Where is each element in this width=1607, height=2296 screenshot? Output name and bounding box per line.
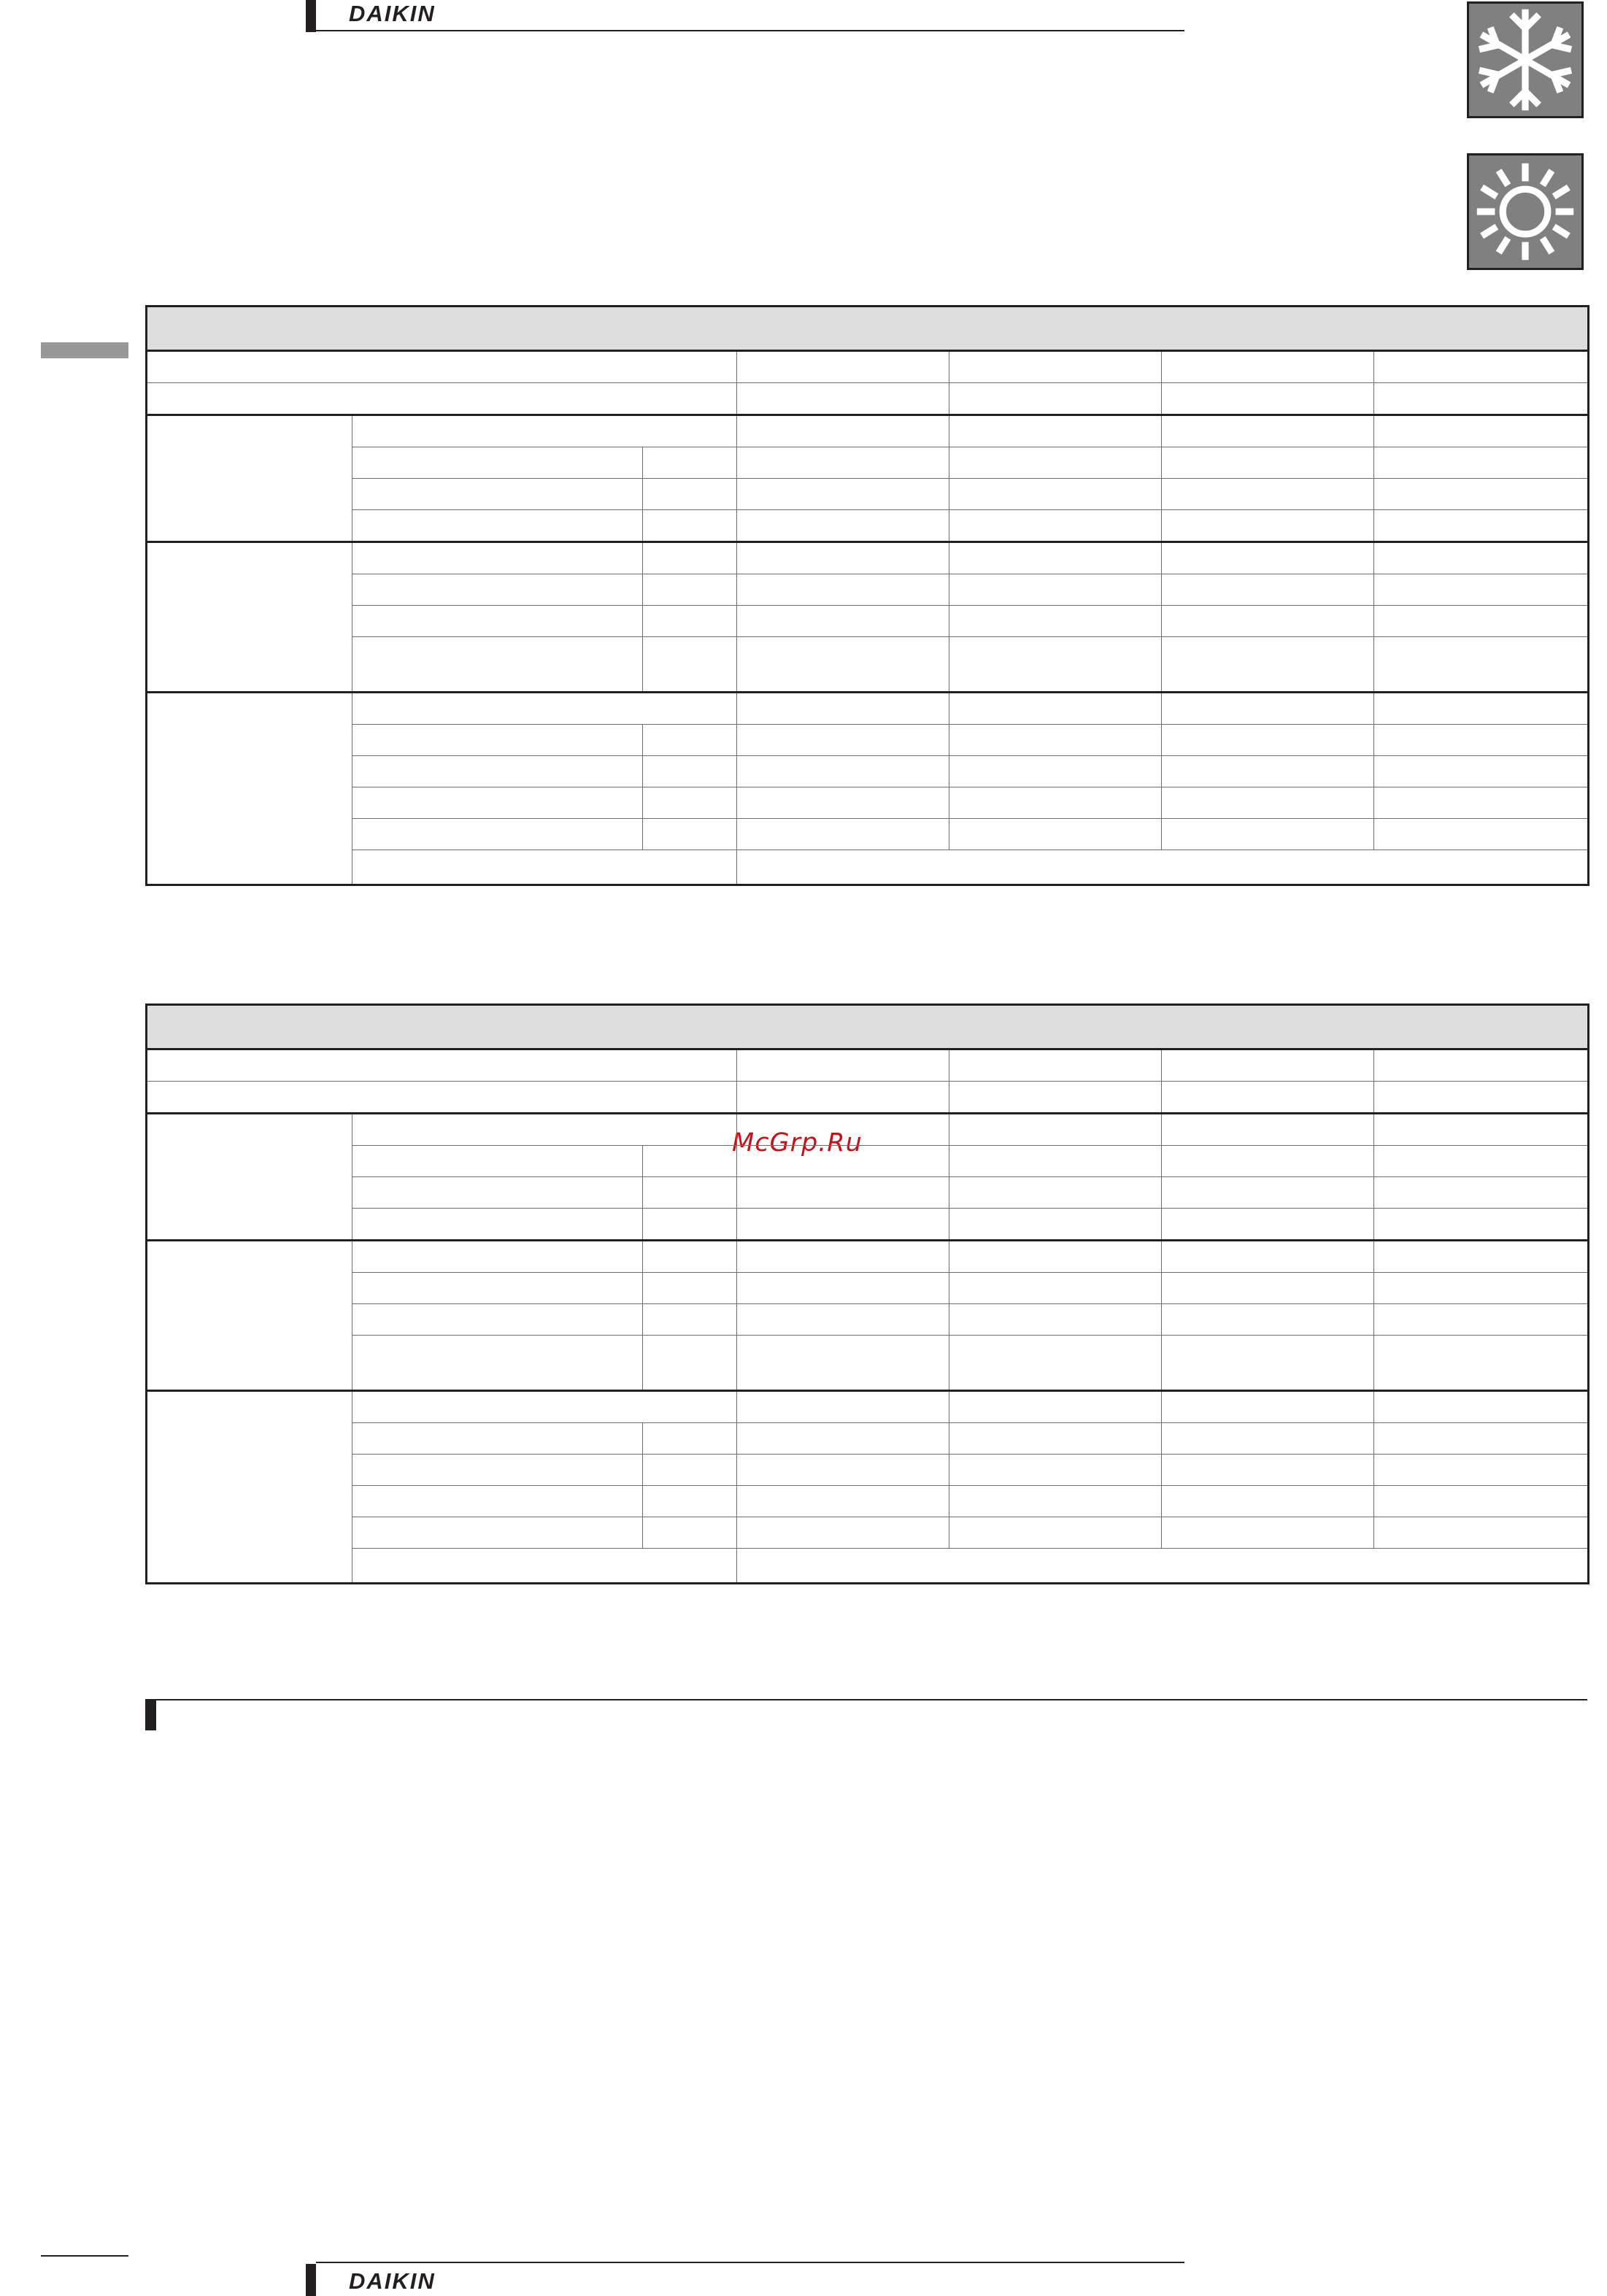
header-cell [949,351,1162,383]
value-cell [949,637,1162,693]
value-cell [1374,447,1589,479]
row-label-cell [352,415,737,447]
value-cell [1162,693,1374,725]
value-cell [1374,606,1589,637]
header-cell [1162,351,1374,383]
value-cell [949,819,1162,850]
watermark-text: McGrp.Ru [732,1128,863,1157]
value-cell [737,574,949,606]
unit-cell [643,756,737,787]
merged-value-cell [737,850,1589,885]
row-label-cell [352,1146,643,1177]
header-cell [147,1082,737,1114]
value-cell [1374,415,1589,447]
header-logo: DAIKIN [349,1,436,26]
side-section-tab [41,342,128,358]
header-cell [1374,1082,1589,1114]
unit-cell [643,1517,737,1549]
value-cell [737,637,949,693]
unit-cell [643,1273,737,1304]
row-label-cell [352,479,643,510]
row-label-cell [352,693,737,725]
row-label-cell [352,1549,737,1584]
spec-table-1 [145,305,1589,886]
row-label-cell [352,510,643,542]
value-cell [949,1273,1162,1304]
value-cell [737,1304,949,1336]
group-label-cell [147,542,352,693]
header-cell [1374,383,1589,415]
value-cell [949,787,1162,819]
value-cell [737,1114,949,1146]
unit-cell [643,1209,737,1241]
header-cell [1374,1049,1589,1082]
spec-table-2 [145,1003,1589,1584]
value-cell [737,542,949,574]
value-cell [1374,1209,1589,1241]
value-cell [949,510,1162,542]
value-cell [737,1486,949,1517]
value-cell [1374,693,1589,725]
value-cell [1374,756,1589,787]
header-cell [949,383,1162,415]
value-cell [1374,542,1589,574]
value-cell [1374,1114,1589,1146]
row-label-cell [352,1209,643,1241]
row-label-cell [352,1273,643,1304]
header-cell [949,1049,1162,1082]
value-cell [949,1517,1162,1549]
unit-cell [643,574,737,606]
value-cell [1162,1304,1374,1336]
unit-cell [643,637,737,693]
value-cell [949,1423,1162,1455]
value-cell [1374,574,1589,606]
row-label-cell [352,637,643,693]
value-cell [1162,1273,1374,1304]
value-cell [737,1241,949,1273]
value-cell [1162,637,1374,693]
value-cell [949,1114,1162,1146]
header-cell [737,383,949,415]
unit-cell [643,1455,737,1486]
value-cell [1374,1517,1589,1549]
table-title-band [147,1005,1589,1049]
value-cell [1374,637,1589,693]
value-cell [949,1146,1162,1177]
value-cell [1374,1455,1589,1486]
footer-brand-bar [306,2264,316,2296]
sun-icon [1467,153,1584,270]
unit-cell [643,819,737,850]
merged-value-cell [737,1549,1589,1584]
value-cell [949,574,1162,606]
row-label-cell [352,1336,643,1391]
value-cell [949,1209,1162,1241]
header-cell [1374,351,1589,383]
value-cell [1162,447,1374,479]
value-cell [737,1423,949,1455]
unit-cell [643,1177,737,1209]
value-cell [1374,1304,1589,1336]
header-cell [1162,1049,1374,1082]
unit-cell [643,447,737,479]
row-label-cell [352,1391,737,1423]
value-cell [1162,542,1374,574]
group-label-cell [147,415,352,542]
value-cell [737,756,949,787]
row-label-cell [352,1486,643,1517]
header-cell [147,351,737,383]
header-cell [949,1082,1162,1114]
header-cell [737,1049,949,1082]
value-cell [737,693,949,725]
value-cell [737,1336,949,1391]
value-cell [1162,574,1374,606]
value-cell [949,693,1162,725]
footer-logo: DAIKIN [349,2268,436,2294]
row-label-cell [352,447,643,479]
value-cell [737,510,949,542]
value-cell [1374,479,1589,510]
value-cell [1162,1209,1374,1241]
value-cell [949,447,1162,479]
value-cell [949,1455,1162,1486]
value-cell [949,479,1162,510]
value-cell [1162,606,1374,637]
value-cell [737,1146,949,1177]
value-cell [737,1391,949,1423]
value-cell [737,725,949,756]
value-cell [1162,1455,1374,1486]
value-cell [737,819,949,850]
unit-cell [643,479,737,510]
value-cell [949,1486,1162,1517]
value-cell [1162,1423,1374,1455]
value-cell [949,1177,1162,1209]
value-cell [737,1273,949,1304]
header-rule [316,30,1184,31]
row-label-cell [352,756,643,787]
value-cell [1162,1177,1374,1209]
row-label-cell [352,1114,737,1146]
value-cell [737,1517,949,1549]
value-cell [737,415,949,447]
section-marker [145,1699,156,1730]
value-cell [1162,725,1374,756]
unit-cell [643,1423,737,1455]
value-cell [1162,1114,1374,1146]
row-label-cell [352,850,737,885]
row-label-cell [352,574,643,606]
footer-rule [316,2262,1184,2263]
row-label-cell [352,819,643,850]
value-cell [1374,510,1589,542]
value-cell [1374,1273,1589,1304]
unit-cell [643,1336,737,1391]
value-cell [949,1391,1162,1423]
value-cell [1162,1241,1374,1273]
value-cell [949,1241,1162,1273]
group-label-cell [147,1241,352,1391]
value-cell [949,415,1162,447]
value-cell [1162,787,1374,819]
value-cell [1162,415,1374,447]
value-cell [1374,787,1589,819]
unit-cell [643,787,737,819]
row-label-cell [352,606,643,637]
header-cell [1162,1082,1374,1114]
table-title-band [147,307,1589,351]
value-cell [1374,1146,1589,1177]
row-label-cell [352,542,643,574]
unit-cell [643,1486,737,1517]
value-cell [1162,1391,1374,1423]
unit-cell [643,725,737,756]
value-cell [737,447,949,479]
row-label-cell [352,1455,643,1486]
row-label-cell [352,787,643,819]
header-cell [147,1049,737,1082]
value-cell [1374,725,1589,756]
page-number-rule [41,2255,128,2257]
value-cell [949,606,1162,637]
value-cell [737,787,949,819]
value-cell [1374,1241,1589,1273]
value-cell [1162,1146,1374,1177]
value-cell [949,542,1162,574]
value-cell [1162,510,1374,542]
group-label-cell [147,1391,352,1584]
unit-cell [643,606,737,637]
value-cell [1374,1391,1589,1423]
value-cell [737,606,949,637]
unit-cell [643,1241,737,1273]
unit-cell [643,1304,737,1336]
value-cell [737,1177,949,1209]
value-cell [1162,756,1374,787]
value-cell [1162,1336,1374,1391]
snowflake-icon [1467,1,1584,118]
value-cell [1162,1517,1374,1549]
row-label-cell [352,1423,643,1455]
value-cell [1374,1486,1589,1517]
group-label-cell [147,1114,352,1241]
row-label-cell [352,725,643,756]
value-cell [1374,819,1589,850]
value-cell [1374,1177,1589,1209]
header-cell [737,1082,949,1114]
value-cell [949,1304,1162,1336]
header-cell [147,383,737,415]
value-cell [1162,819,1374,850]
row-label-cell [352,1517,643,1549]
row-label-cell [352,1241,643,1273]
value-cell [737,479,949,510]
value-cell [1162,479,1374,510]
section-rule [156,1699,1587,1700]
value-cell [949,756,1162,787]
unit-cell [643,1146,737,1177]
value-cell [1374,1423,1589,1455]
row-label-cell [352,1177,643,1209]
value-cell [737,1209,949,1241]
value-cell [737,1455,949,1486]
value-cell [949,725,1162,756]
header-cell [737,351,949,383]
group-label-cell [147,693,352,885]
value-cell [1374,1336,1589,1391]
unit-cell [643,510,737,542]
value-cell [949,1336,1162,1391]
unit-cell [643,542,737,574]
row-label-cell [352,1304,643,1336]
value-cell [1162,1486,1374,1517]
header-cell [1162,383,1374,415]
header-brand-bar [306,0,316,32]
